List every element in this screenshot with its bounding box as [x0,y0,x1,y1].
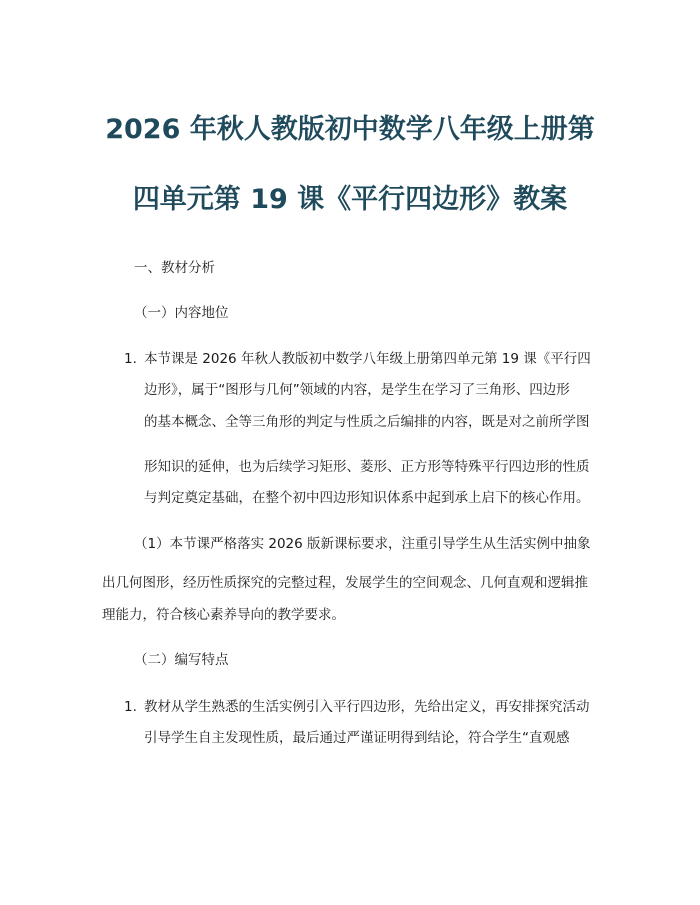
list-item-line: 形知识的延伸，也为后续学习矩形、菱形、正方形等特殊平行四边形的性质 [144,459,590,475]
list-item-line: 的基本概念、全等三角形的判定与性质之后编排的内容，既是对之前所学图 [144,414,590,430]
paragraph-line: （1）本节课严格落实 2026 版新课标要求，注重引导学生从生活实例中抽象 [134,536,591,552]
paragraph-line: 理能力，符合核心素养导向的教学要求。 [102,607,345,623]
list-item-line: 引导学生自主发现性质，最后通过严谨证明得到结论，符合学生“直观感 [144,730,570,746]
list-item-number: 1. [124,699,137,715]
subsection-heading: （二）编写特点 [134,652,229,668]
subsection-heading: （一）内容地位 [134,305,229,321]
list-item-number: 1. [124,351,137,367]
list-item-line: 边形》，属于“图形与几何”领域的内容，是学生在学习了三角形、四边形 [144,382,570,398]
list-item-line: 本节课是 2026 年秋人教版初中数学八年级上册第四单元第 19 课《平行四 [144,351,591,367]
list-item-line: 教材从学生熟悉的生活实例引入平行四边形，先给出定义，再安排探究活动 [144,699,590,715]
paragraph-line: 出几何图形，经历性质探究的完整过程，发展学生的空间观念、几何直观和逻辑推 [102,575,588,591]
document-title-line-1: 2026 年秋人教版初中数学八年级上册第 [105,114,595,145]
section-heading: 一、教材分析 [134,260,215,276]
list-item-line: 与判定奠定基础，在整个初中四边形知识体系中起到承上启下的核心作用。 [144,490,590,506]
document-title-line-2: 四单元第 19 课《平行四边形》教案 [132,184,568,215]
